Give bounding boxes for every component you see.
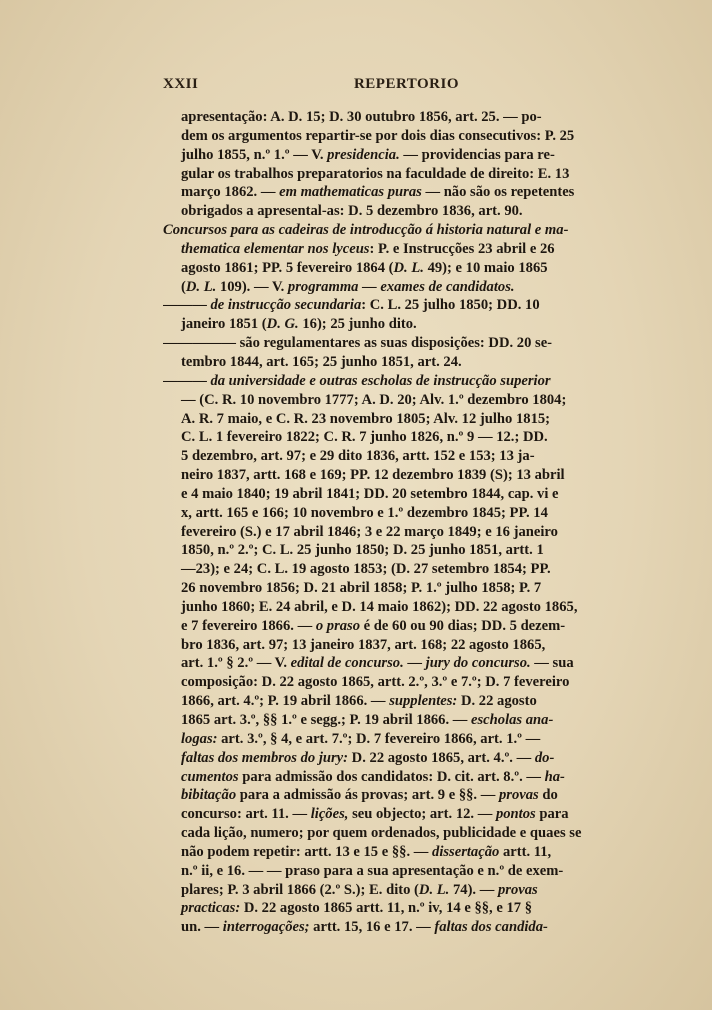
text-run: C. L. 1 fevereiro 1822; C. R. 7 junho 1826, n.º 9 — 12.; DD. — [181, 429, 548, 446]
text-line — [163, 692, 651, 711]
text-line — [163, 410, 651, 429]
italic-term: escholas ana- — [471, 712, 554, 728]
text-line — [163, 899, 651, 918]
text-line — [163, 786, 651, 805]
text-line — [163, 183, 651, 202]
text-line — [163, 278, 651, 297]
text-run: e 4 maio 1840; 19 abril 1841; DD. 20 setembro 1844, cap. vi e — [181, 485, 559, 502]
text-run: : C. L. 25 julho 1850; DD. 10 — [361, 297, 540, 314]
text-run: D. 22 agosto 1865, art. 4.º. — — [348, 749, 535, 766]
text-run: janeiro 1851 ( — [181, 316, 267, 333]
text-line — [163, 560, 651, 579]
text-run: artt. 15, 16 e 17. — — [309, 919, 435, 936]
text-run: 74). — — [449, 881, 498, 898]
text-run: art. 3.º, § 4, e art. 7.º; D. 7 fevereiro 1866, art. 1.º — — [217, 730, 541, 747]
text-run: 1850, n.º 2.º; C. L. 25 junho 1850; D. 25 junho 1851, artt. 1 — [181, 542, 544, 559]
text-line — [163, 372, 651, 391]
italic-term: interrogações; — [222, 919, 310, 936]
text-run: bro 1836, art. 97; 13 janeiro 1837, art. 168; 22 agosto 1865, — [181, 636, 546, 653]
text-run: concurso: art. 11. — — [181, 806, 311, 823]
italic-term: bibitação — [181, 787, 237, 804]
italic-term: logas: — [181, 730, 218, 747]
italic-term: lições, — [310, 806, 349, 823]
text-line — [163, 768, 651, 787]
text-run: x, artt. 165 e 166; 10 novembro e 1.º dezembro 1845; PP. 14 — [181, 504, 548, 521]
italic-term: em mathematicas puras — [279, 184, 422, 201]
text-line — [163, 485, 651, 504]
italic-term: D. L. — [418, 881, 450, 898]
text-line — [163, 296, 651, 315]
text-run: ——— — [163, 372, 211, 389]
text-run: artt. 11, — [499, 843, 552, 860]
page-number: XXII — [163, 76, 199, 92]
italic-term: thematica elementar nos lyceus — [181, 240, 370, 257]
text-line — [163, 127, 651, 146]
italic-term: dissertação — [432, 843, 500, 860]
italic-term: provas — [497, 881, 538, 898]
text-line — [163, 315, 651, 334]
text-run: tembro 1844, art. 165; 25 junho 1851, art. 24. — [181, 353, 462, 370]
italic-term: faltas dos candida- — [434, 919, 548, 936]
text-line — [163, 617, 651, 636]
text-line — [163, 654, 651, 673]
text-line — [163, 353, 651, 372]
text-line — [163, 881, 651, 900]
italic-term: supplentes: — [389, 693, 458, 710]
text-run: do — [538, 787, 558, 804]
text-run: D. 22 agosto — [457, 693, 537, 710]
italic-term: o praso — [315, 617, 361, 634]
text-run: neiro 1837, artt. 168 e 169; PP. 12 dezembro 1839 (S); 13 abril — [181, 467, 565, 484]
text-line — [163, 824, 651, 843]
text-line — [163, 636, 651, 655]
text-run: para admissão dos candidatos: D. cit. art. 8.º. — — [238, 768, 545, 785]
text-run: 49); e 10 maio 1865 — [423, 259, 548, 276]
text-run: n.º ii, e 16. — — praso para a sua apresentação e n.º de exem- — [181, 862, 564, 879]
italic-term: jury do concurso. — [425, 655, 531, 672]
text-line — [163, 504, 651, 523]
text-line — [163, 862, 651, 881]
index-text-body — [163, 108, 651, 937]
running-title: REPERTORIO — [353, 76, 460, 92]
text-run: : P. e Instrucções 23 abril e 26 — [369, 240, 555, 257]
italic-term: D. G. — [266, 316, 299, 333]
text-run: ——— — [163, 297, 211, 314]
text-run: cada lição, numero; por quem ordenados, publicidade e quaes se — [181, 825, 582, 842]
text-run: un. — — [181, 919, 223, 936]
text-run: composição: D. 22 agosto 1865, artt. 2.º, 3.º e 7.º; D. 7 fevereiro — [181, 674, 570, 691]
text-run: D. 22 agosto 1865 artt. 11, n.º iv, 14 e §§, e 17 § — [240, 900, 532, 917]
text-line — [163, 749, 651, 768]
text-run: agosto 1861; PP. 5 fevereiro 1864 ( — [181, 259, 394, 276]
text-run: junho 1860; E. 24 abril, e D. 14 maio 1862); DD. 22 agosto 1865, — [181, 598, 578, 615]
italic-term: cumentos — [181, 768, 239, 785]
text-line — [163, 221, 651, 240]
text-run: 26 novembro 1856; D. 21 abril 1858; P. 1.º julho 1858; P. 7 — [181, 580, 542, 597]
text-run: 5 dezembro, art. 97; e 29 dito 1836, artt. 152 e 153; 13 ja- — [181, 448, 535, 465]
text-line — [163, 598, 651, 617]
italic-term: edital de concurso. — [290, 655, 404, 672]
italic-term: provas — [498, 787, 539, 804]
text-line — [163, 541, 651, 560]
text-run: não podem repetir: artt. 13 e 15 e §§. — — [181, 843, 433, 860]
text-run: apresentação: A. D. 15; D. 30 outubro 1856, art. 25. — po- — [181, 109, 542, 125]
text-run: obrigados a apresental-as: D. 5 dezembro 1836, art. 90. — [181, 203, 523, 220]
running-header — [163, 76, 650, 96]
text-line — [163, 334, 651, 353]
italic-term: pontos — [495, 806, 536, 823]
text-run: A. R. 7 maio, e C. R. 23 novembro 1805; Alv. 12 julho 1815; — [181, 410, 551, 427]
text-line — [163, 428, 651, 447]
text-run: 1865 art. 3.º, §§ 1.º e segg.; P. 19 abril 1866. — — [181, 712, 472, 728]
italic-term: ha- — [544, 768, 565, 785]
text-run: julho 1855, n.º 1.º — V. — [181, 146, 328, 163]
text-line — [163, 447, 651, 466]
italic-term: programma — exames de candidatos. — [287, 278, 515, 295]
text-run: art. 1.º § 2.º — V. — [181, 655, 291, 672]
text-line — [163, 391, 651, 410]
text-line — [163, 673, 651, 692]
text-run: — providencias para re- — [399, 146, 555, 163]
text-line — [163, 843, 651, 862]
text-line — [163, 711, 651, 730]
italic-term: practicas: — [181, 900, 241, 917]
italic-term: da universidade e outras escholas de instrucção superior — [210, 372, 551, 389]
text-run: seu objecto; art. 12. — — [348, 806, 496, 823]
text-run: para — [535, 806, 569, 823]
text-run: — — [403, 655, 426, 672]
text-run: ( — [181, 278, 186, 295]
text-run: —23); e 24; C. L. 19 agosto 1853; (D. 27 setembro 1854; PP. — [181, 561, 551, 578]
text-line — [163, 202, 651, 221]
italic-term: presidencia. — [327, 146, 400, 163]
text-run: e 7 fevereiro 1866. — — [181, 617, 316, 634]
italic-term: faltas dos membros do jury: — [181, 749, 349, 766]
text-line — [163, 240, 651, 259]
text-line — [163, 579, 651, 598]
text-line — [163, 165, 651, 184]
italic-term: de instrucção secundaria — [210, 297, 362, 314]
text-run: 1866, art. 4.º; P. 19 abril 1866. — — [181, 693, 390, 710]
text-run: para a admissão ás provas; art. 9 e §§. — — [236, 787, 499, 804]
text-run: dem os argumentos repartir-se por dois dias consecutivos: P. 25 — [181, 127, 575, 144]
italic-term: D. L. — [185, 278, 217, 295]
italic-term: Concursos para as cadeiras de introducção á historia natural e ma- — [163, 222, 569, 239]
text-run: 16); 25 junho dito. — [298, 316, 417, 333]
text-run: março 1862. — — [181, 184, 280, 201]
text-line — [163, 523, 651, 542]
text-run: fevereiro (S.) e 17 abril 1846; 3 e 22 março 1849; e 16 janeiro — [181, 523, 558, 540]
text-run: — não são os repetentes — [421, 184, 575, 201]
text-run: — (C. R. 10 novembro 1777; A. D. 20; Alv. 1.º dezembro 1804; — [181, 391, 567, 408]
text-line — [163, 730, 651, 749]
text-line — [163, 146, 651, 165]
text-run: é de 60 ou 90 dias; DD. 5 dezem- — [360, 617, 566, 634]
text-line — [163, 466, 651, 485]
text-line — [163, 108, 651, 127]
text-line — [163, 805, 651, 824]
text-run: ————— são regulamentares as suas disposições: DD. 20 se- — [163, 335, 553, 352]
text-line — [163, 918, 651, 937]
text-run: 109). — V. — [216, 278, 288, 295]
italic-term: D. L. — [393, 259, 424, 276]
text-run: plares; P. 3 abril 1866 (2.º S.); E. dito ( — [181, 881, 419, 898]
text-run: gular os trabalhos preparatorios na faculdade de direito: E. 13 — [181, 165, 570, 182]
text-line — [163, 259, 651, 278]
text-run: — sua — [530, 655, 574, 672]
italic-term: do- — [534, 749, 555, 766]
